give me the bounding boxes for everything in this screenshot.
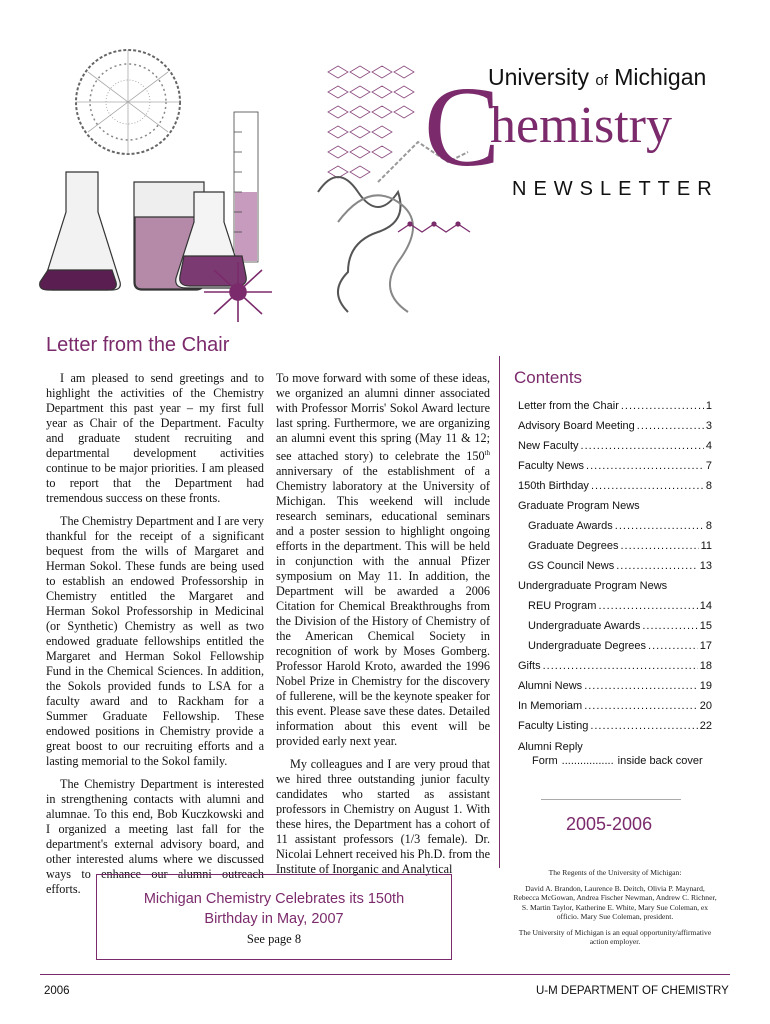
toc-label: Faculty Listing <box>518 720 589 732</box>
toc-item[interactable] <box>518 480 712 500</box>
eoe-statement: The University of Michigan is an equal opportunity/affirmative action employer. <box>518 927 712 946</box>
toc-item[interactable] <box>518 400 712 420</box>
toc-page: 14 <box>699 600 712 612</box>
toc-label: Gifts <box>518 660 541 672</box>
toc-item[interactable] <box>518 700 712 720</box>
toc-item[interactable] <box>518 540 712 560</box>
callout-subtitle: See page 8 <box>246 932 302 946</box>
university-of: of <box>595 72 608 89</box>
callout-title-line: Michigan Chemistry Celebrates its 150th <box>143 891 405 907</box>
toc-label: Undergraduate Degrees <box>528 640 647 652</box>
toc-section-heading: Undergraduate Program News <box>518 580 668 592</box>
toc-page: 8 <box>705 520 712 532</box>
letter-column-2 <box>276 371 490 885</box>
toc-item[interactable] <box>518 440 712 460</box>
title-big-c: C <box>424 63 501 190</box>
letter-column-1 <box>46 371 264 905</box>
masthead-illustration <box>38 42 478 324</box>
toc-leader <box>586 460 704 472</box>
starburst-molecule <box>204 262 272 322</box>
toc-page: 11 <box>700 540 712 552</box>
toc-item[interactable] <box>518 620 712 640</box>
toc-label: Graduate Awards <box>528 520 613 532</box>
toc-label: Advisory Board Meeting <box>518 420 635 432</box>
toc-page: 13 <box>699 560 712 572</box>
contents-title: Contents <box>514 368 583 387</box>
toc-label: Form <box>532 755 558 767</box>
toc-page: 3 <box>705 420 712 432</box>
toc-page: 17 <box>699 640 712 652</box>
toc-item[interactable] <box>518 600 712 620</box>
callout-title-line: Birthday in May, 2007 <box>204 911 344 927</box>
callout-box <box>96 874 452 960</box>
toc-page: 22 <box>699 720 712 732</box>
letter-heading: Letter from the Chair <box>46 334 230 356</box>
paragraph <box>276 371 490 749</box>
paragraph: The Chemistry Department and I are very thankful for the receipt of a significant bequest from the wills of Margaret and Herman Sokol. These funds are being used to establish an endowed Professorship in Chemistry entitled the Margaret and Herman Sokol Professorship in Medicinal (or Synthetic) Chemistry as well as two endowed graduate fellowships entitled the Margaret and Herman Sokol Fellowship Fund in the Chemical Sciences. In addition, the Sokols provided funds to LSA for a faculty award and to Rackham for a Summer Graduate Fellowship. These endowed positions in Chemistry provide a great boost to our recruiting efforts and a lasting memorial to the Sokol family. <box>46 514 264 768</box>
chain-molecule <box>398 222 470 232</box>
toc-leader <box>581 440 704 452</box>
toc-label: New Faculty <box>518 440 579 452</box>
toc-page: inside back cover <box>617 755 703 767</box>
university-name <box>488 64 706 91</box>
regents-names: David A. Brandon, Laurence B. Deitch, Olivia P. Maynard, Rebecca McGowan, Andrea Fischer Newman, Andrew C. Richner, S. Martin Taylor, Katherine E. White, Mary Sue Coleman, ex officio. Mary Sue Coleman, president. <box>513 883 717 921</box>
toc-page: 8 <box>705 480 712 492</box>
crystal-lattice <box>328 66 414 178</box>
toc-label: REU Program <box>528 600 597 612</box>
toc-page: 1 <box>705 400 712 412</box>
toc-leader <box>584 680 698 692</box>
contents-divider <box>541 799 681 800</box>
toc-label: In Memoriam <box>518 700 583 712</box>
toc-leader <box>591 480 704 492</box>
erlenmeyer-flask <box>40 172 121 290</box>
toc-leader <box>621 540 699 552</box>
toc-page: 18 <box>699 660 712 672</box>
toc-page: 20 <box>699 700 712 712</box>
toc-page: 4 <box>705 440 712 452</box>
paragraph: The Chemistry Department is interested in strengthening contacts with alumni and alumnae. To this end, Bob Kuczkowski and I organized a meeting last fall for the department's external advisory board, and other interested alums where we discussed ways to enhance our alumni outreach efforts. <box>46 777 264 896</box>
toc-label: GS Council News <box>528 560 615 572</box>
table-of-contents <box>518 400 712 768</box>
toc-leader <box>621 400 704 412</box>
toc-label: Faculty News <box>518 460 585 472</box>
toc-label: Alumni News <box>518 680 583 692</box>
toc-item[interactable] <box>518 520 712 540</box>
toc-leader <box>616 560 698 572</box>
toc-item[interactable] <box>518 740 712 768</box>
toc-leader <box>648 640 698 652</box>
footer-department: U-M DEPARTMENT OF CHEMISTRY <box>536 985 729 997</box>
column-divider <box>499 356 500 868</box>
toc-item[interactable] <box>518 660 712 680</box>
toc-leader <box>543 660 698 672</box>
toc-item[interactable] <box>518 560 712 580</box>
title-rest: hemistry <box>490 97 672 154</box>
toc-leader: ................. <box>561 755 614 767</box>
toc-label: Alumni Reply <box>518 741 583 753</box>
callout-title <box>97 889 451 929</box>
toc-leader <box>584 700 698 712</box>
paragraph: My colleagues and I are very proud that we hired three outstanding junior faculty candidates who started as assistant professors in Chemistry on August 1. With these hires, the Department has a cohort of 11 assistant professors (1/3 female). Dr. Nicolai Lehnert received his Ph.D. from the Institute of Inorganic and Analytical <box>276 757 490 877</box>
toc-item[interactable] <box>518 680 712 700</box>
toc-page: 7 <box>705 460 712 472</box>
toc-page: 19 <box>699 680 712 692</box>
toc-leader <box>615 520 704 532</box>
toc-item[interactable] <box>518 640 712 660</box>
paragraph-text: To move forward with some of these ideas, we organized an alumni dinner associated with Professor Morris' Sokol Award lecture last spring. Furthermore, we are organizing an alumni event this spring (May 11 & 12; see attached story) to celebrate the 150 <box>276 371 490 464</box>
toc-item[interactable] <box>518 720 712 740</box>
toc-label: Graduate Degrees <box>528 540 619 552</box>
issue-year: 2005-2006 <box>566 814 653 834</box>
toc-label: Undergraduate Awards <box>528 620 641 632</box>
toc-item[interactable] <box>518 460 712 480</box>
university-word: University <box>488 64 589 90</box>
paragraph-text: anniversary of the establishment of a Chemistry laboratory at the University of Michigan. This weekend will include research seminars, educational seminars and a poster session to highlight ongoing efforts in the department. This will be held in conjunction with the annual Pfizer symposium on May 11. In addition, the Department will be awarded a 2006 Citation for Chemical Breakthroughs from the Division of the History of Chemistry of the American Chemical Society in recognition of work by Moses Gomberg. Professor Harold Kroto, awarded the 1996 Nobel Prize in Chemistry for the discovery of fullerene, will be the keynote speaker for this event. Please save these dates. Detailed information about this event will be provided early next year. <box>276 464 490 749</box>
university-michigan: Michigan <box>614 64 707 90</box>
graduated-cylinder <box>234 112 258 262</box>
toc-leader <box>642 620 697 632</box>
toc-label: 150th Birthday <box>518 480 589 492</box>
toc-page: 15 <box>699 620 712 632</box>
newsletter-label: NEWSLETTER <box>512 178 719 200</box>
toc-section-heading: Graduate Program News <box>518 500 640 512</box>
regents-block <box>512 868 718 953</box>
toc-leader <box>637 420 704 432</box>
footer-rule <box>40 974 730 975</box>
superscript: th <box>484 449 490 457</box>
regents-heading: The Regents of the University of Michigan: <box>548 868 682 877</box>
molecule-ring <box>76 50 180 154</box>
paragraph: I am pleased to send greetings and to highlight the activities of the Chemistry Department this past year – my first full year as Chair of the Department. Faculty and graduate student recruiting and departmental development activities continue to be major priorities. I am pleased to report that the Department had tremendous success on these fronts. <box>46 371 264 505</box>
toc-item[interactable] <box>518 420 712 440</box>
toc-label: Letter from the Chair <box>518 400 619 412</box>
toc-leader <box>590 720 697 732</box>
toc-leader <box>598 600 697 612</box>
footer-year: 2006 <box>44 985 70 997</box>
